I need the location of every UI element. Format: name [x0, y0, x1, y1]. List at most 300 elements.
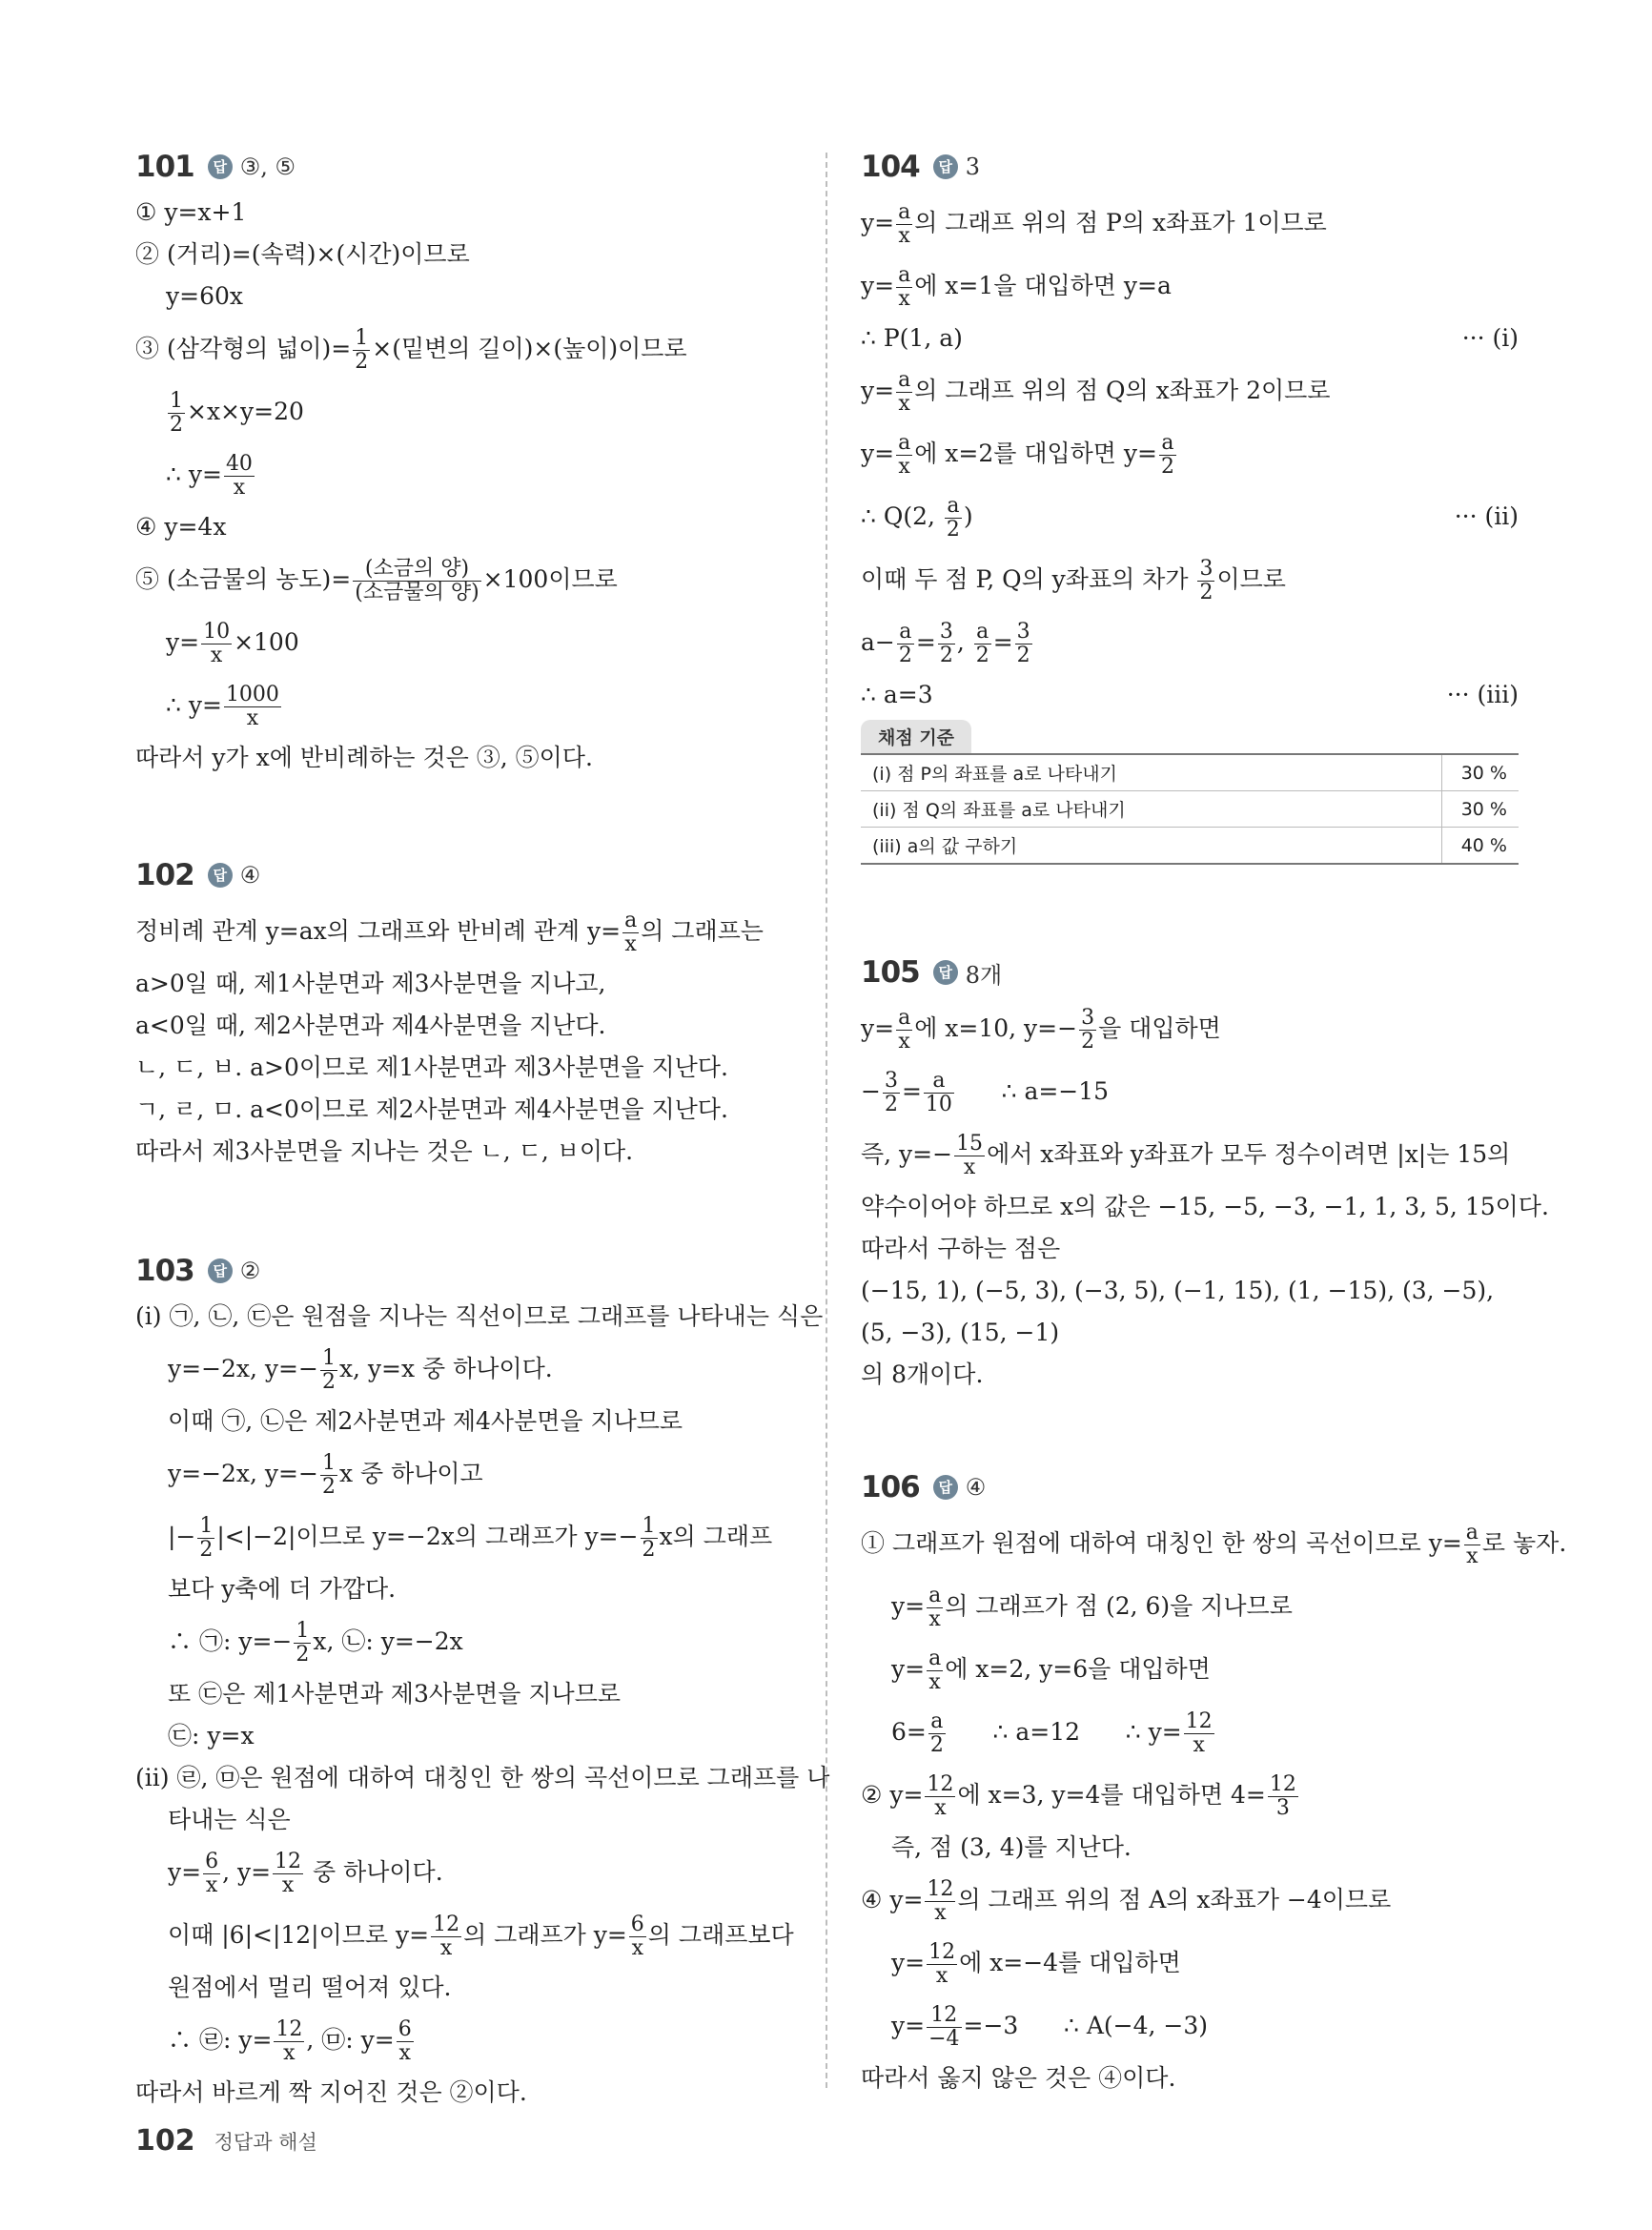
- text: , ㉤: y=: [306, 2026, 395, 2054]
- solution-line: ㉢: y=x: [168, 1722, 255, 1749]
- denominator: (소금물의 양): [355, 581, 479, 604]
- solution-line: [861, 1701, 1519, 1764]
- answer-badge: 답: [933, 960, 958, 985]
- denominator: x: [963, 1156, 976, 1179]
- solution-line: ② (거리)=(속력)×(시간)이므로: [135, 240, 470, 268]
- text: |−: [168, 1523, 196, 1550]
- denominator: 2: [642, 1538, 656, 1562]
- fraction: [197, 1515, 214, 1562]
- denominator: 2: [884, 1093, 898, 1116]
- denominator: x: [205, 1873, 218, 1897]
- page-number: 102: [135, 2124, 195, 2158]
- numerator: 10: [203, 619, 231, 644]
- text: ×(밑변의 길이)×(높이)이므로: [372, 335, 687, 362]
- text: 을 대입하면: [1098, 1014, 1221, 1042]
- text: 에 x=2, y=6을 대입하면: [945, 1655, 1211, 1683]
- fraction: [201, 621, 232, 667]
- solution-line: y=60x: [166, 282, 243, 310]
- text: ,: [956, 628, 972, 656]
- text: ∴ y=: [166, 691, 222, 719]
- problem-number: 106: [861, 1470, 920, 1504]
- numerator: 1: [642, 1513, 656, 1538]
- answer-badge: 답: [208, 863, 233, 888]
- denominator: x: [233, 476, 246, 500]
- fraction: [168, 390, 185, 437]
- solution-line: [861, 1638, 1519, 1701]
- fraction: [353, 327, 370, 374]
- numerator: 3: [1016, 619, 1030, 644]
- fraction: [896, 432, 912, 479]
- text: ③ (삼각형의 넓이)=: [135, 335, 352, 362]
- denominator: 2: [1081, 1030, 1095, 1054]
- numerator: a: [928, 1646, 942, 1670]
- denominator: x: [898, 392, 910, 416]
- solution-line: [135, 1841, 793, 1904]
- denominator: x: [283, 2041, 296, 2065]
- fraction: [924, 1070, 954, 1116]
- step-tag: ··· (iii): [1446, 681, 1519, 708]
- solution-line: ① y=x+1: [135, 198, 247, 226]
- text: 중 하나이다.: [305, 1858, 443, 1886]
- fraction: [897, 621, 914, 667]
- solution-line: (i) ㉠, ㉡, ㉢은 원점을 지나는 직선이므로 그래프를 나타내는 식은: [135, 1302, 824, 1330]
- solution-line: [861, 611, 1519, 674]
- numerator: a: [974, 621, 991, 644]
- solution-line: 즉, 점 (3, 4)를 지난다.: [891, 1833, 1132, 1861]
- text: y=: [168, 1858, 202, 1886]
- fraction: [224, 453, 255, 500]
- problem-number: 104: [861, 150, 920, 184]
- numerator: 12: [275, 1849, 302, 1873]
- table-row: [861, 791, 1519, 828]
- text: , y=: [222, 1858, 272, 1886]
- answer-value: ②: [239, 1258, 261, 1284]
- grading-table: [861, 753, 1519, 865]
- text: =: [992, 628, 1013, 656]
- answer-badge: 답: [208, 1258, 233, 1283]
- denominator: 2: [355, 350, 369, 374]
- denominator: x: [1193, 1733, 1205, 1757]
- denominator: x: [898, 287, 910, 311]
- text: y=: [861, 440, 895, 467]
- denominator: x: [210, 644, 223, 667]
- text: 의 그래프가 점 (2, 6)을 지나므로: [945, 1592, 1293, 1620]
- text: =−3 ∴ A(−4, −3): [963, 2012, 1209, 2039]
- answer-badge: 답: [933, 1475, 958, 1500]
- numerator: 3: [1199, 556, 1214, 581]
- numerator: a: [928, 1710, 946, 1734]
- fraction: [925, 1878, 955, 1925]
- fraction: [896, 201, 912, 248]
- solution-line: 따라서 옳지 않은 것은 ④이다.: [861, 2064, 1176, 2092]
- numerator: 3: [884, 1068, 898, 1093]
- page-label: 정답과 해설: [214, 2130, 317, 2154]
- answer-value: 8개: [965, 961, 1003, 989]
- criteria-label: (i) 점 P의 좌표를 a로 나타내기: [861, 754, 1442, 791]
- text: 이므로: [1216, 565, 1286, 593]
- text: 정비례 관계 y=ax의 그래프와 반비례 관계 y=: [135, 917, 622, 945]
- text: 의 그래프가 y=: [463, 1921, 627, 1949]
- text: ⑤ (소금물의 농도)=: [135, 565, 352, 593]
- text: ∴ a=3: [861, 681, 933, 708]
- fraction: [896, 369, 912, 416]
- column-divider: [826, 153, 827, 2088]
- text: a−: [861, 628, 895, 656]
- denominator: x: [934, 1901, 947, 1925]
- text: =: [901, 1077, 922, 1105]
- grading-title: 채점 기준: [861, 720, 971, 753]
- text: y=: [891, 1655, 926, 1683]
- numerator: a: [924, 1070, 954, 1094]
- text: y=: [891, 1949, 926, 1976]
- numerator: a: [898, 367, 911, 392]
- text: 로 놓자.: [1481, 1529, 1567, 1557]
- solution-line: [135, 1904, 793, 1967]
- problem-104: [861, 148, 1519, 865]
- fraction: [928, 1710, 946, 1757]
- text: ×100: [234, 628, 299, 656]
- solution-line: [861, 255, 1519, 317]
- numerator: 1: [296, 1618, 310, 1643]
- text: 의 그래프보다: [647, 1921, 794, 1949]
- solution-line: [135, 1338, 793, 1401]
- denominator: 2: [321, 1370, 336, 1394]
- denominator: 2: [975, 644, 989, 667]
- problem-101: [135, 148, 793, 779]
- denominator: x: [281, 1873, 295, 1897]
- denominator: 2: [296, 1643, 310, 1667]
- fraction: [320, 1452, 337, 1499]
- solution-line: [135, 900, 793, 963]
- text: 에 x=10, y=−: [914, 1014, 1078, 1042]
- solution-line: [861, 997, 1519, 1060]
- text: 의 그래프 위의 점 P의 x좌표가 1이므로: [914, 209, 1327, 236]
- denominator: x: [246, 706, 259, 730]
- problem-header: [135, 148, 793, 186]
- fraction: [925, 1773, 955, 1820]
- denominator: x: [928, 1607, 941, 1631]
- solution-line: ㄱ, ㄹ, ㅁ. a<0이므로 제2사분면과 제4사분면을 지난다.: [135, 1095, 728, 1123]
- denominator: 2: [1016, 644, 1030, 667]
- denominator: 2: [929, 1733, 944, 1757]
- text: ∴ a=12 ∴ y=: [947, 1718, 1182, 1746]
- solution-line: ㄴ, ㄷ, ㅂ. a>0이므로 제1사분면과 제3사분면을 지난다.: [135, 1054, 728, 1081]
- solution-line: [861, 359, 1519, 422]
- numerator: 1: [199, 1513, 214, 1538]
- fraction: [629, 1913, 646, 1960]
- numerator: a: [1465, 1520, 1479, 1545]
- fraction: [431, 1913, 461, 1960]
- text: x의 그래프: [659, 1523, 773, 1550]
- text: y=: [861, 272, 895, 299]
- denominator: 2: [199, 1538, 214, 1562]
- criteria-percent: 30 %: [1442, 754, 1519, 791]
- numerator: 12: [927, 2004, 961, 2028]
- criteria-percent: 40 %: [1442, 828, 1519, 865]
- numerator: 12: [927, 1771, 954, 1796]
- text: y=−2x, y=−: [168, 1460, 318, 1487]
- solution-line: [135, 674, 793, 737]
- fraction: [974, 621, 991, 667]
- problem-103: [135, 1252, 830, 2114]
- solution-line: [861, 1932, 1519, 1995]
- criteria-label: (ii) 점 Q의 좌표를 a로 나타내기: [861, 791, 1442, 828]
- text: ×100이므로: [482, 565, 618, 593]
- problem-number: 101: [135, 150, 194, 184]
- denominator: 2: [1199, 581, 1214, 604]
- text: 이때 두 점 P, Q의 y좌표의 차가: [861, 565, 1196, 593]
- problem-number: 103: [135, 1254, 194, 1288]
- denominator: x: [1466, 1545, 1479, 1568]
- text: 에 x=1을 대입하면 y=a: [914, 272, 1172, 299]
- solution-line: [861, 1869, 1519, 1932]
- text: ×x×y=20: [187, 398, 304, 425]
- numerator: a: [928, 1583, 942, 1607]
- numerator: 12: [927, 1876, 954, 1901]
- text: 이때 |6|<|12|이므로 y=: [168, 1921, 430, 1949]
- fraction: [896, 264, 912, 311]
- solution-line: 타내는 식은: [168, 1806, 291, 1833]
- text: y=: [891, 2012, 926, 2039]
- denominator: x: [439, 1936, 453, 1960]
- fraction: [1015, 621, 1032, 667]
- problem-header: [135, 856, 793, 894]
- text: y=: [861, 377, 895, 404]
- solution-line: [861, 1764, 1519, 1827]
- answer-value: ④: [239, 862, 261, 889]
- numerator: 1000: [225, 682, 279, 706]
- solution-line: [861, 192, 1519, 255]
- answer-badge: 답: [208, 154, 233, 179]
- solution-line: ④ y=4x: [135, 513, 227, 541]
- numerator: 12: [275, 2016, 303, 2041]
- numerator: 1: [321, 1450, 336, 1475]
- fraction: [294, 1620, 311, 1667]
- denominator: 2: [898, 644, 912, 667]
- denominator: 2: [1160, 455, 1174, 479]
- numerator: 1: [321, 1345, 336, 1370]
- numerator: (소금의 양): [353, 558, 480, 582]
- numerator: a: [898, 430, 911, 455]
- text: ∴ a=−15: [955, 1077, 1110, 1105]
- text: y=: [861, 209, 895, 236]
- numerator: 12: [1269, 1771, 1296, 1796]
- fraction: [927, 2004, 961, 2051]
- fraction: [1079, 1007, 1096, 1054]
- solution-line: 또 ㉢은 제1사분면과 제3사분면을 지나므로: [168, 1680, 622, 1708]
- answer-value: 3: [965, 153, 980, 180]
- fraction: [1159, 432, 1176, 479]
- text: 의 그래프는: [641, 917, 764, 945]
- denominator: 2: [946, 518, 960, 542]
- table-row: [861, 828, 1519, 865]
- numerator: 6: [630, 1912, 644, 1936]
- text: x 중 하나이고: [338, 1460, 483, 1487]
- solution-line: [861, 1512, 1567, 1575]
- solution-line: [861, 548, 1519, 611]
- solution-line: [135, 380, 793, 443]
- solution-line: [861, 422, 1519, 485]
- solution-line: [861, 317, 1519, 359]
- text: y=: [166, 628, 200, 656]
- problem-header: [861, 953, 1519, 992]
- numerator: a: [897, 621, 914, 644]
- criteria-label: (iii) a의 값 구하기: [861, 828, 1442, 865]
- denominator: x: [631, 1936, 643, 1960]
- text: 의 그래프 위의 점 A의 x좌표가 −4이므로: [957, 1886, 1392, 1913]
- solution-line: 따라서 구하는 점은: [861, 1235, 1061, 1262]
- fraction: [927, 1647, 943, 1694]
- solution-line: [861, 485, 1519, 548]
- solution-line: a<0일 때, 제2사분면과 제4사분면을 지난다.: [135, 1012, 606, 1039]
- problem-header: [135, 1252, 793, 1290]
- text: 에서 x좌표와 y좌표가 모두 정수이려면 |x|는 15의: [987, 1140, 1511, 1168]
- numerator: a: [624, 908, 638, 932]
- solution-line: [861, 1123, 1519, 1186]
- numerator: 12: [433, 1912, 460, 1936]
- fraction: [1184, 1710, 1214, 1757]
- text: ∴ Q(2,: [861, 502, 943, 530]
- grading-criteria: [861, 720, 1519, 865]
- denominator: x: [898, 455, 910, 479]
- numerator: 3: [939, 619, 953, 644]
- solution-line: 이때 ㉠, ㉡은 제2사분면과 제4사분면을 지나므로: [168, 1407, 683, 1435]
- solution-line: [135, 317, 793, 380]
- numerator: 15: [956, 1131, 984, 1156]
- fraction: [896, 1007, 912, 1054]
- solution-line: [861, 674, 1519, 716]
- text: ∴ ㉠: y=−: [168, 1627, 293, 1655]
- solution-line: [861, 1575, 1519, 1638]
- denominator: 2: [321, 1475, 336, 1499]
- denominator: 10: [925, 1093, 952, 1116]
- solution-line: 의 8개이다.: [861, 1361, 984, 1388]
- solution-line: a>0일 때, 제1사분면과 제3사분면을 지나고,: [135, 970, 606, 997]
- fraction: [622, 910, 639, 956]
- text: 의 그래프 위의 점 Q의 x좌표가 2이므로: [914, 377, 1331, 404]
- fraction: [883, 1070, 900, 1116]
- denominator: x: [398, 2041, 411, 2065]
- text: =: [915, 628, 936, 656]
- problem-number: 102: [135, 858, 194, 892]
- step-tag: ··· (ii): [1454, 502, 1519, 530]
- denominator: x: [898, 224, 910, 248]
- answer-value: ④: [965, 1474, 987, 1501]
- text: 에 x=2를 대입하면 y=: [914, 440, 1157, 467]
- solution-line: 원점에서 멀리 떨어져 있다.: [168, 1974, 452, 2001]
- numerator: a: [898, 1005, 911, 1030]
- problem-102: [135, 856, 793, 1173]
- numerator: 3: [1081, 1005, 1095, 1030]
- denominator: x: [935, 1964, 948, 1988]
- text: 즉, y=−: [861, 1140, 953, 1168]
- fraction: [927, 1941, 957, 1988]
- text: ∴ P(1, a): [861, 324, 963, 352]
- fraction: [938, 621, 955, 667]
- text: ④ y=: [861, 1886, 924, 1913]
- fraction: [954, 1133, 985, 1179]
- text: ): [963, 502, 973, 530]
- text: y=: [891, 1592, 926, 1620]
- page-footer: [135, 2124, 317, 2158]
- solution-line: [135, 2009, 793, 2072]
- fraction: [274, 2018, 304, 2065]
- problem-106: [861, 1468, 1567, 2099]
- text: 에 x=−4를 대입하면: [959, 1949, 1181, 1976]
- fraction: [353, 558, 480, 604]
- problem-number: 105: [861, 955, 920, 990]
- denominator: 2: [939, 644, 953, 667]
- solution-line: [861, 1060, 1519, 1123]
- numerator: a: [898, 262, 911, 287]
- numerator: a: [1159, 432, 1176, 456]
- step-tag: ··· (i): [1461, 324, 1519, 352]
- text: 6=: [891, 1718, 927, 1746]
- table-row: [861, 754, 1519, 791]
- text: 에 x=3, y=4를 대입하면 4=: [957, 1781, 1266, 1809]
- text: y=: [861, 1014, 895, 1042]
- denominator: −4: [928, 2027, 960, 2051]
- fraction: [1197, 558, 1214, 604]
- numerator: 40: [225, 451, 253, 476]
- solution-line: [135, 1505, 793, 1568]
- denominator: 3: [1275, 1796, 1290, 1820]
- solution-line: 보다 y축에 더 가깝다.: [168, 1575, 397, 1603]
- denominator: x: [934, 1796, 947, 1820]
- solution-line: (ii) ㉣, ㉤은 원점에 대하여 대칭인 한 쌍의 곡선이므로 그래프를 나: [135, 1764, 830, 1791]
- solution-line: (5, −3), (15, −1): [861, 1319, 1060, 1346]
- denominator: 2: [170, 413, 183, 437]
- solution-line: 따라서 y가 x에 반비례하는 것은 ③, ⑤이다.: [135, 744, 593, 771]
- denominator: x: [898, 1030, 910, 1054]
- solution-line: 따라서 제3사분면을 지나는 것은 ㄴ, ㄷ, ㅂ이다.: [135, 1137, 634, 1165]
- text: −: [861, 1077, 881, 1105]
- numerator: 1: [355, 325, 369, 350]
- fraction: [320, 1347, 337, 1394]
- fraction: [945, 495, 962, 542]
- numerator: 6: [398, 2016, 412, 2041]
- answer-value: ③, ⑤: [239, 153, 296, 180]
- fraction: [203, 1851, 220, 1897]
- text: ② y=: [861, 1781, 924, 1809]
- fraction: [927, 1585, 943, 1631]
- numerator: 1: [170, 388, 183, 413]
- solution-line: [135, 443, 793, 506]
- solution-line: [135, 548, 793, 611]
- numerator: 12: [1185, 1708, 1213, 1733]
- fraction: [1268, 1773, 1298, 1820]
- solution-line: [135, 1442, 793, 1505]
- fraction: [397, 2018, 414, 2065]
- problem-105: [861, 953, 1549, 1396]
- text: ∴ ㉣: y=: [168, 2026, 273, 2054]
- text: ∴ y=: [166, 460, 222, 488]
- solution-line: [135, 611, 793, 674]
- text: x, y=x 중 하나이다.: [338, 1355, 553, 1382]
- text: |<|−2|이므로 y=−2x의 그래프가 y=−: [216, 1523, 639, 1550]
- numerator: a: [945, 495, 962, 519]
- text: x, ㉡: y=−2x: [313, 1627, 463, 1655]
- denominator: x: [928, 1670, 941, 1694]
- text: y=−2x, y=−: [168, 1355, 318, 1382]
- fraction: [273, 1851, 303, 1897]
- problem-header: [861, 1468, 1519, 1506]
- solution-line: [135, 1610, 793, 1673]
- solution-line: 약수이어야 하므로 x의 값은 −15, −5, −3, −1, 1, 3, 5, 15이다.: [861, 1193, 1549, 1220]
- answer-badge: 답: [933, 154, 958, 179]
- problem-header: [861, 148, 1519, 186]
- denominator: x: [624, 932, 637, 956]
